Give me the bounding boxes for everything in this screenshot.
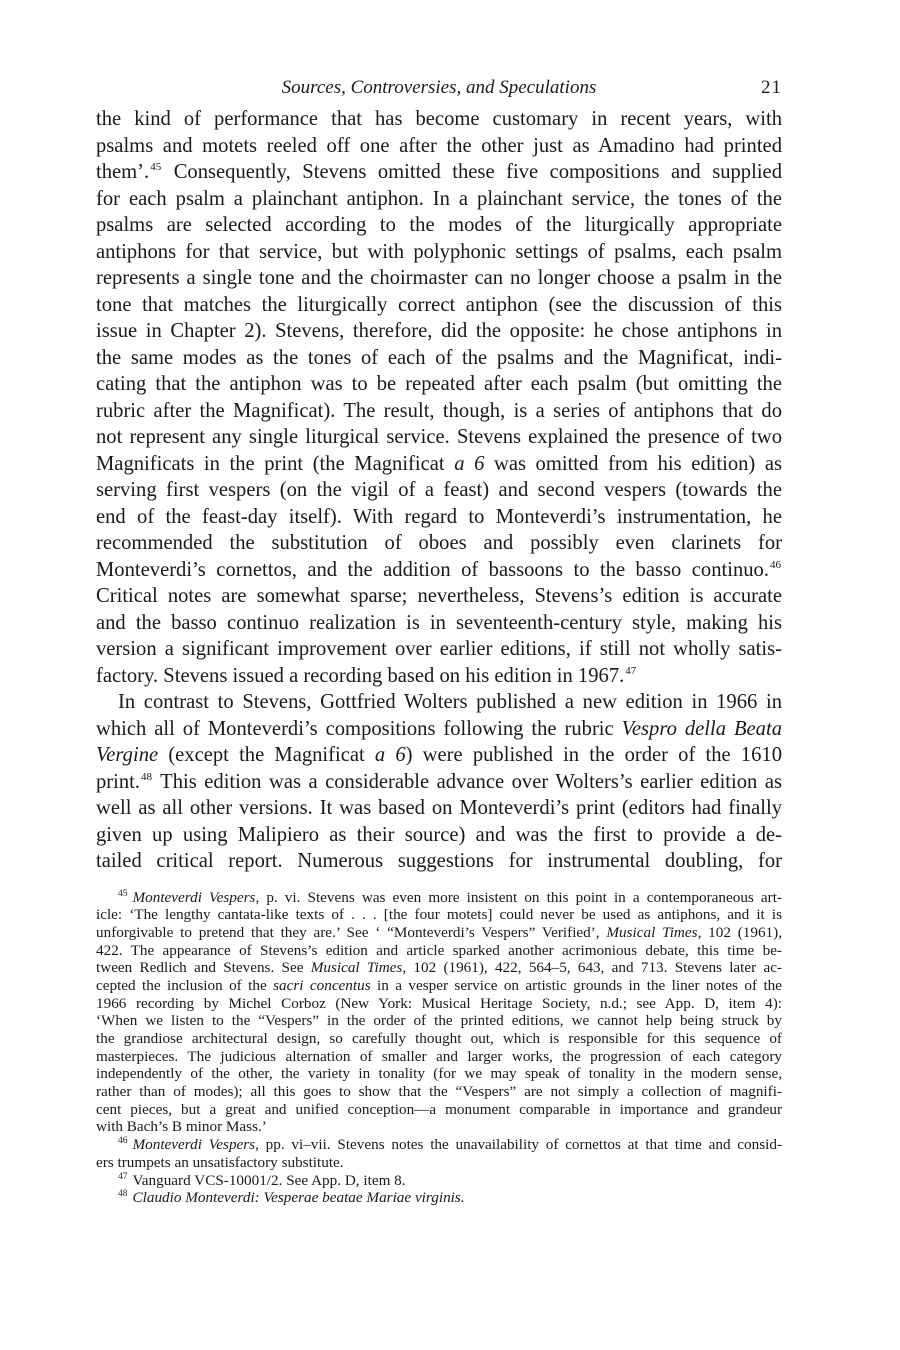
footnote-line: with Bach’s B minor Mass.’	[96, 1118, 267, 1136]
italic-text: Monteverdi Vespers	[132, 888, 256, 906]
text-line: tailed critical report. Numerous suggestions for instrumental doubling, for	[96, 850, 782, 872]
footnote-reference[interactable]: 45	[150, 161, 162, 173]
italic-text: a 6	[374, 744, 406, 766]
footnote-line: icle: ‘The lengthy cantata-like texts of . . . [the four motets] could never be used as antiphons, and it is	[96, 906, 782, 924]
footnote-number: 45	[118, 888, 128, 899]
text-line: antiphons for that service, but with polyphonic settings of psalms, each psalm	[96, 240, 782, 263]
italic-text: sacri concentus	[273, 976, 371, 994]
footnote-reference[interactable]: 48	[141, 770, 153, 783]
page-number: 21	[761, 77, 782, 98]
italic-text: Claudio Monteverdi: Vesperae beatae Mariae virginis.	[132, 1189, 465, 1207]
footnote-reference[interactable]: 46	[770, 558, 781, 571]
text-line: given up using Malipiero as their source) and was the first to provide a de-	[96, 823, 782, 846]
footnote-number: 48	[118, 1189, 128, 1200]
italic-text: Vespro della Beata	[621, 717, 782, 740]
text-line: which all of Monteverdi’s compositions following the rubric Vespro della Beata	[96, 717, 782, 740]
footnote-line: cent pieces, but a great and unified conception—a monument comparable in importance and grandeur	[96, 1100, 782, 1118]
italic-text: Musical Times	[606, 923, 698, 941]
text-line: for each psalm a plainchant antiphon. In a plainchant service, the tones of the	[96, 187, 782, 210]
footnote-line: 1966 recording by Michel Corboz (New York: Musical Heritage Society, n.d.; see App. D, item 4):	[96, 994, 782, 1012]
footnote-line: tween Redlich and Stevens. See Musical Times, 102 (1961), 422, 564–5, 643, and 713. Stevens later ac-	[96, 959, 782, 977]
text-line: In contrast to Stevens, Gottfried Wolters published a new edition in 1966 in	[118, 691, 782, 713]
footnote-line: $^{45}$ Monteverdi Vespers, p. vi. Stevens was even more insistent on this point in a contemporaneous art-	[118, 888, 782, 906]
footnote-line: $^{46}$ Monteverdi Vespers, pp. vi–vii. Stevens notes the unavailability of cornettos at that time and consid-	[118, 1136, 783, 1154]
text-line: issue in Chapter 2). Stevens, therefore, did the opposite: he chose antiphons in	[96, 320, 782, 342]
text-line: Critical notes are somewhat sparse; nevertheless, Stevens’s edition is accurate	[96, 585, 782, 607]
text-line: psalms are selected according to the modes of the liturgically appropriate	[96, 214, 782, 236]
footnote-line: unforgivable to pretend that they are.’ See ‘ “Monteverdi’s Vespers” Verified’, Musical Times, 102 (1961),	[96, 923, 782, 941]
italic-text: Vergine	[96, 744, 159, 766]
book-page	[96, 72, 782, 1207]
text-line: psalms and motets reeled off one after the other just as Amadino had printed	[96, 134, 782, 157]
text-line: cating that the antiphon was to be repeated after each psalm (but omitting the	[96, 373, 782, 395]
footnote-line: rather than of modes); all this goes to show that the “Vespers” are not simply a collection of magnifi-	[96, 1083, 782, 1101]
text-line: well as all other versions. It was based on Monteverdi’s print (editors had finally	[96, 797, 782, 819]
text-line: end of the feast-day itself). With regard to Monteverdi’s instrumentation, he	[96, 505, 782, 528]
text-line: not represent any single liturgical service. Stevens explained the presence of two	[96, 426, 782, 448]
body-paragraph	[96, 689, 782, 875]
footnote-46	[96, 1136, 782, 1171]
text-line: print.$^{48}$ This edition was a considerable advance over Wolters’s earlier edition as	[96, 770, 782, 793]
footnote-line: 422. The appearance of Stevens’s edition and article sparked another acrimonious debate, this time be-	[96, 941, 782, 959]
footnote-line: ‘When we listen to the “Vespers” in the order of the printed editions, we cannot help being struck by	[96, 1012, 782, 1030]
footnotes	[96, 889, 782, 1207]
text-line: the same modes as the tones of each of the psalms and the Magnificat, indi-	[96, 346, 782, 369]
italic-text: Monteverdi Vespers	[132, 1136, 256, 1154]
footnote-line: $^{47}$ Vanguard VCS-10001/2. See App. D, item 8.	[118, 1171, 406, 1189]
body-text	[96, 106, 782, 875]
footnote-reference[interactable]: 47	[625, 664, 637, 677]
text-line: tone that matches the liturgically correct antiphon (see the discussion of this	[96, 293, 782, 316]
footnote-line: cepted the inclusion of the sacri concentus in a vesper service on artistic grounds in the liner notes of the	[96, 976, 782, 994]
italic-text: Musical Times	[310, 959, 403, 977]
body-paragraph	[96, 106, 782, 689]
text-line: factory. Stevens issued a recording based on his edition in 1967.47	[96, 664, 637, 687]
footnote-number: 47	[118, 1171, 128, 1182]
footnote-45	[96, 889, 782, 1137]
text-line: Vergine (except the Magnificat a 6) were published in the order of the 1610	[96, 744, 782, 766]
text-line: recommended the substitution of oboes and possibly even clarinets for	[96, 532, 782, 554]
running-head-title: Sources, Controversies, and Speculations	[281, 77, 597, 98]
text-line: Monteverdi’s cornettos, and the addition of bassoons to the basso continuo.$^{46}$	[96, 558, 781, 581]
text-line: the kind of performance that has become customary in recent years, with	[96, 108, 782, 130]
footnote-47	[96, 1172, 782, 1190]
text-line: and the basso continuo realization is in seventeenth-century style, making his	[96, 611, 782, 634]
footnote-number: 46	[118, 1136, 128, 1147]
italic-text: a 6	[454, 452, 485, 475]
text-line: represents a single tone and the choirmaster can no longer choose a psalm in the	[96, 267, 782, 289]
text-line: version a significant improvement over earlier editions, if still not wholly satis-	[96, 638, 782, 660]
footnote-line: ers trumpets an unsatisfactory substitute.	[96, 1153, 344, 1171]
footnote-48	[96, 1189, 782, 1207]
text-line: Magnificats in the print (the Magnificat a 6 was omitted from his edition) as	[96, 452, 782, 475]
text-line: them’.$^{45}$ Consequently, Stevens omitted these five compositions and supplied	[96, 161, 782, 183]
footnote-line: the grandiose architectural design, so carefully thought out, which is responsible for this sequence of	[96, 1030, 782, 1047]
footnote-line: independently of the other, the variety in tonality (for we may speak of tonality in the modern sense,	[96, 1065, 782, 1083]
footnote-line	[96, 1189, 782, 1207]
footnote-line: masterpieces. The judicious alternation of smaller and larger works, the progression of each category	[96, 1047, 782, 1065]
running-head	[96, 72, 782, 104]
text-line: rubric after the Magnificat). The result, though, is a series of antiphons that do	[96, 399, 782, 422]
text-line: serving first vespers (on the vigil of a feast) and second vespers (towards the	[96, 479, 782, 501]
